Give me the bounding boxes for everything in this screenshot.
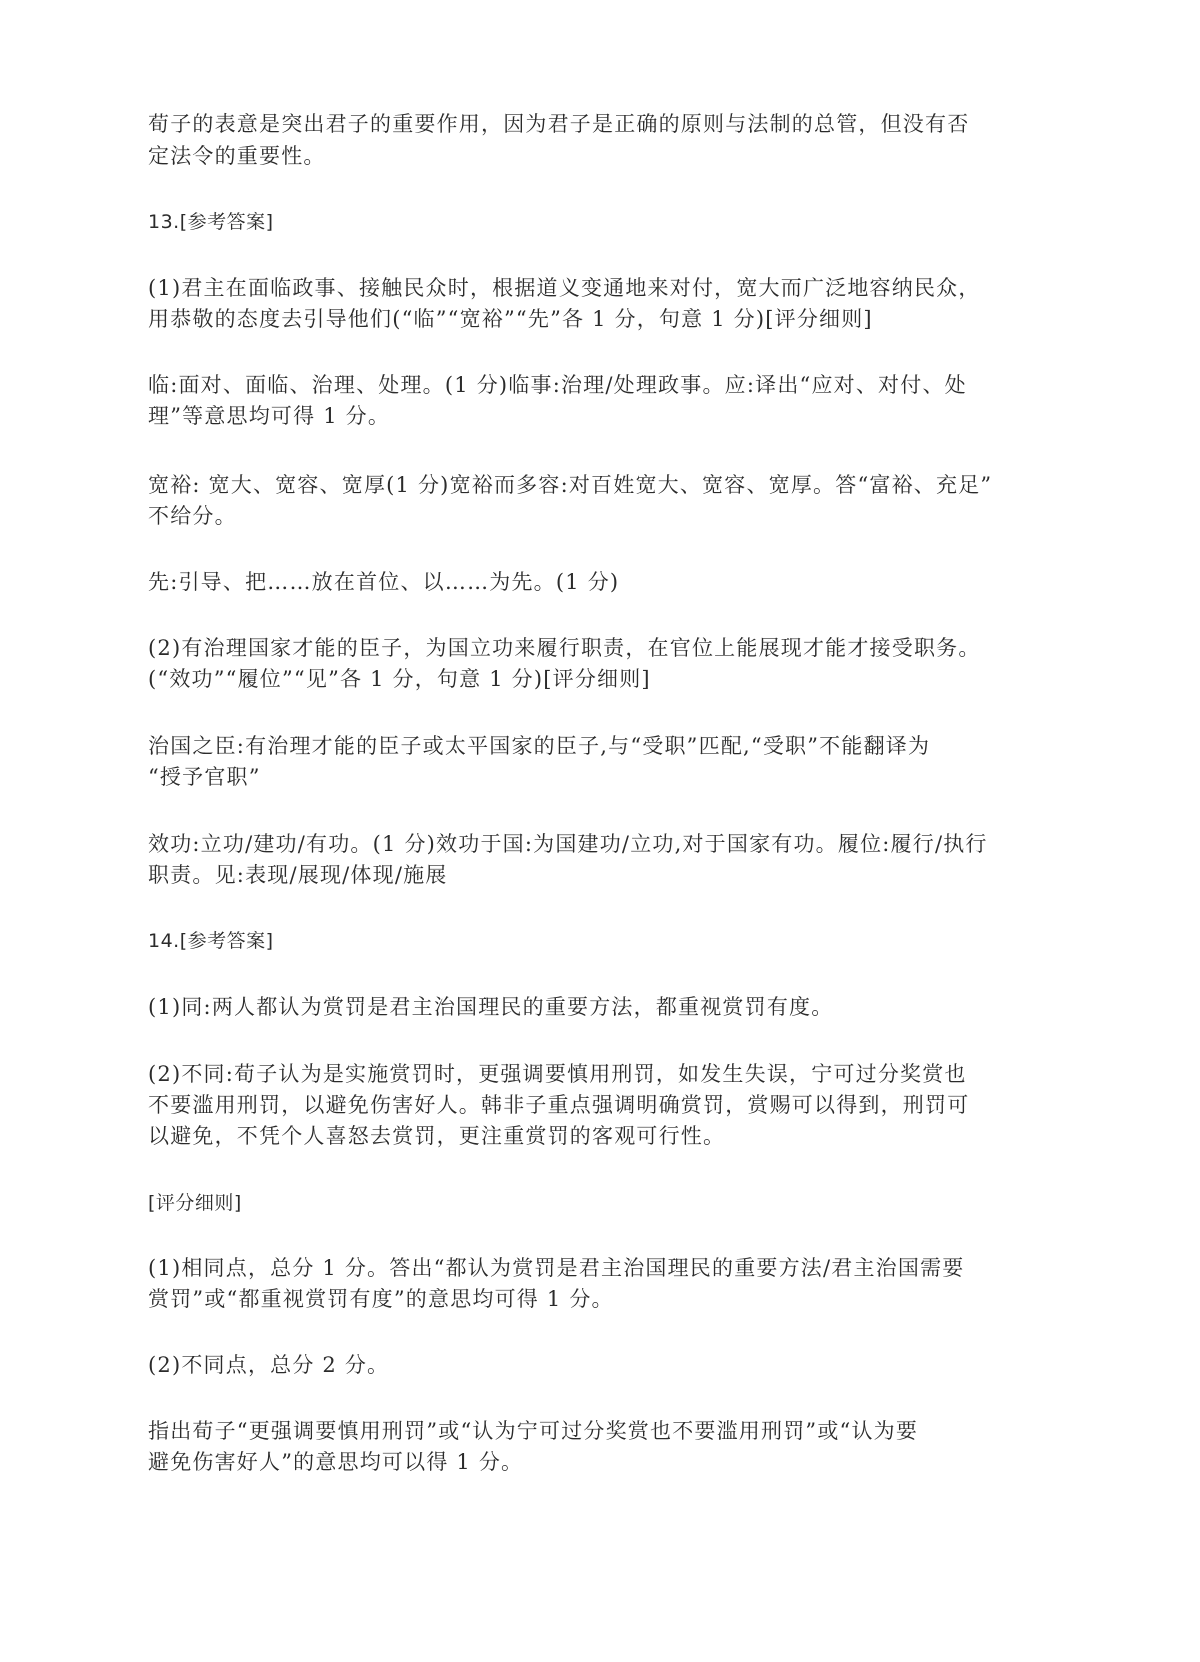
q13-p5-line-1: (2)有治理国家才能的臣子，为国立功来履行职责，在官位上能展现才能才接受职务。 — [148, 636, 981, 660]
q13-p7-line-2: 职责。见:表现/展现/体现/施展 — [148, 863, 448, 887]
q13-p2-line-2: 理”等意思均可得 1 分。 — [148, 404, 391, 428]
q13-p7-line-1: 效功:立功/建功/有功。(1 分)效功于国:为国建功/立功,对于国家有功。履位:履行/执行 — [148, 832, 988, 856]
q13-p2-line-1: 临:面对、面临、治理、处理。(1 分)临事:治理/处理政事。应:译出“应对、对付、处 — [148, 373, 967, 397]
q14-p6-line-1: 指出荀子“更强调要慎用刑罚”或“认为宁可过分奖赏也不要滥用刑罚”或“认为要 — [148, 1419, 919, 1443]
q14-p1-line-1: (1)同:两人都认为赏罚是君主治国理民的重要方法，都重视赏罚有度。 — [148, 995, 834, 1019]
q14-p2-line-2: 不要滥用刑罚，以避免伤害好人。韩非子重点强调明确赏罚，赏赐可以得到，刑罚可 — [148, 1093, 970, 1117]
q14-p4-line-2: 赏罚”或“都重视赏罚有度”的意思均可得 1 分。 — [148, 1287, 614, 1311]
q14-p5-line-1: (2)不同点，总分 2 分。 — [148, 1353, 390, 1377]
q13-p4-line-1: 先:引导、把……放在首位、以……为先。(1 分) — [148, 570, 620, 594]
q14-p4-line-1: (1)相同点，总分 1 分。答出“都认为赏罚是君主治国理民的重要方法/君主治国需要 — [148, 1256, 965, 1280]
q14-p2-line-3: 以避免，不凭个人喜怒去赏罚，更注重赏罚的客观可行性。 — [148, 1124, 726, 1148]
q13-p6-line-2: “授予官职” — [148, 765, 261, 789]
q14-p6-line-2: 避免伤害好人”的意思均可以得 1 分。 — [148, 1450, 524, 1474]
intro-line-1: 荀子的表意是突出君子的重要作用，因为君子是正确的原则与法制的总管，但没有否 — [148, 112, 970, 136]
q13-p3-line-2: 不给分。 — [148, 504, 237, 528]
q14-p3-line-1: [评分细则] — [148, 1192, 242, 1214]
q14-p2-line-1: (2)不同:荀子认为是实施赏罚时，更强调要慎用刑罚，如发生失误，宁可过分奖赏也 — [148, 1062, 967, 1086]
intro-line-2: 定法令的重要性。 — [148, 144, 326, 168]
q14-heading: 14.[参考答案] — [148, 930, 274, 952]
q13-p3-line-1: 宽裕: 宽大、宽容、宽厚(1 分)宽裕而多容:对百姓宽大、宽容、宽厚。答“富裕、充足” — [148, 473, 993, 497]
q13-p6-line-1: 治国之臣:有治理才能的臣子或太平国家的臣子,与“受职”匹配,“受职”不能翻译为 — [148, 734, 931, 758]
q13-p1-line-1: (1)君主在面临政事、接触民众时，根据道义变通地来对付，宽大而广泛地容纳民众， — [148, 276, 981, 300]
q13-heading: 13.[参考答案] — [148, 211, 274, 233]
q13-p5-line-2: (“效功”“履位”“见”各 1 分，句意 1 分)[评分细则] — [148, 667, 651, 691]
q13-p1-line-2: 用恭敬的态度去引导他们(“临”“宽裕”“先”各 1 分，句意 1 分)[评分细则] — [148, 307, 873, 331]
